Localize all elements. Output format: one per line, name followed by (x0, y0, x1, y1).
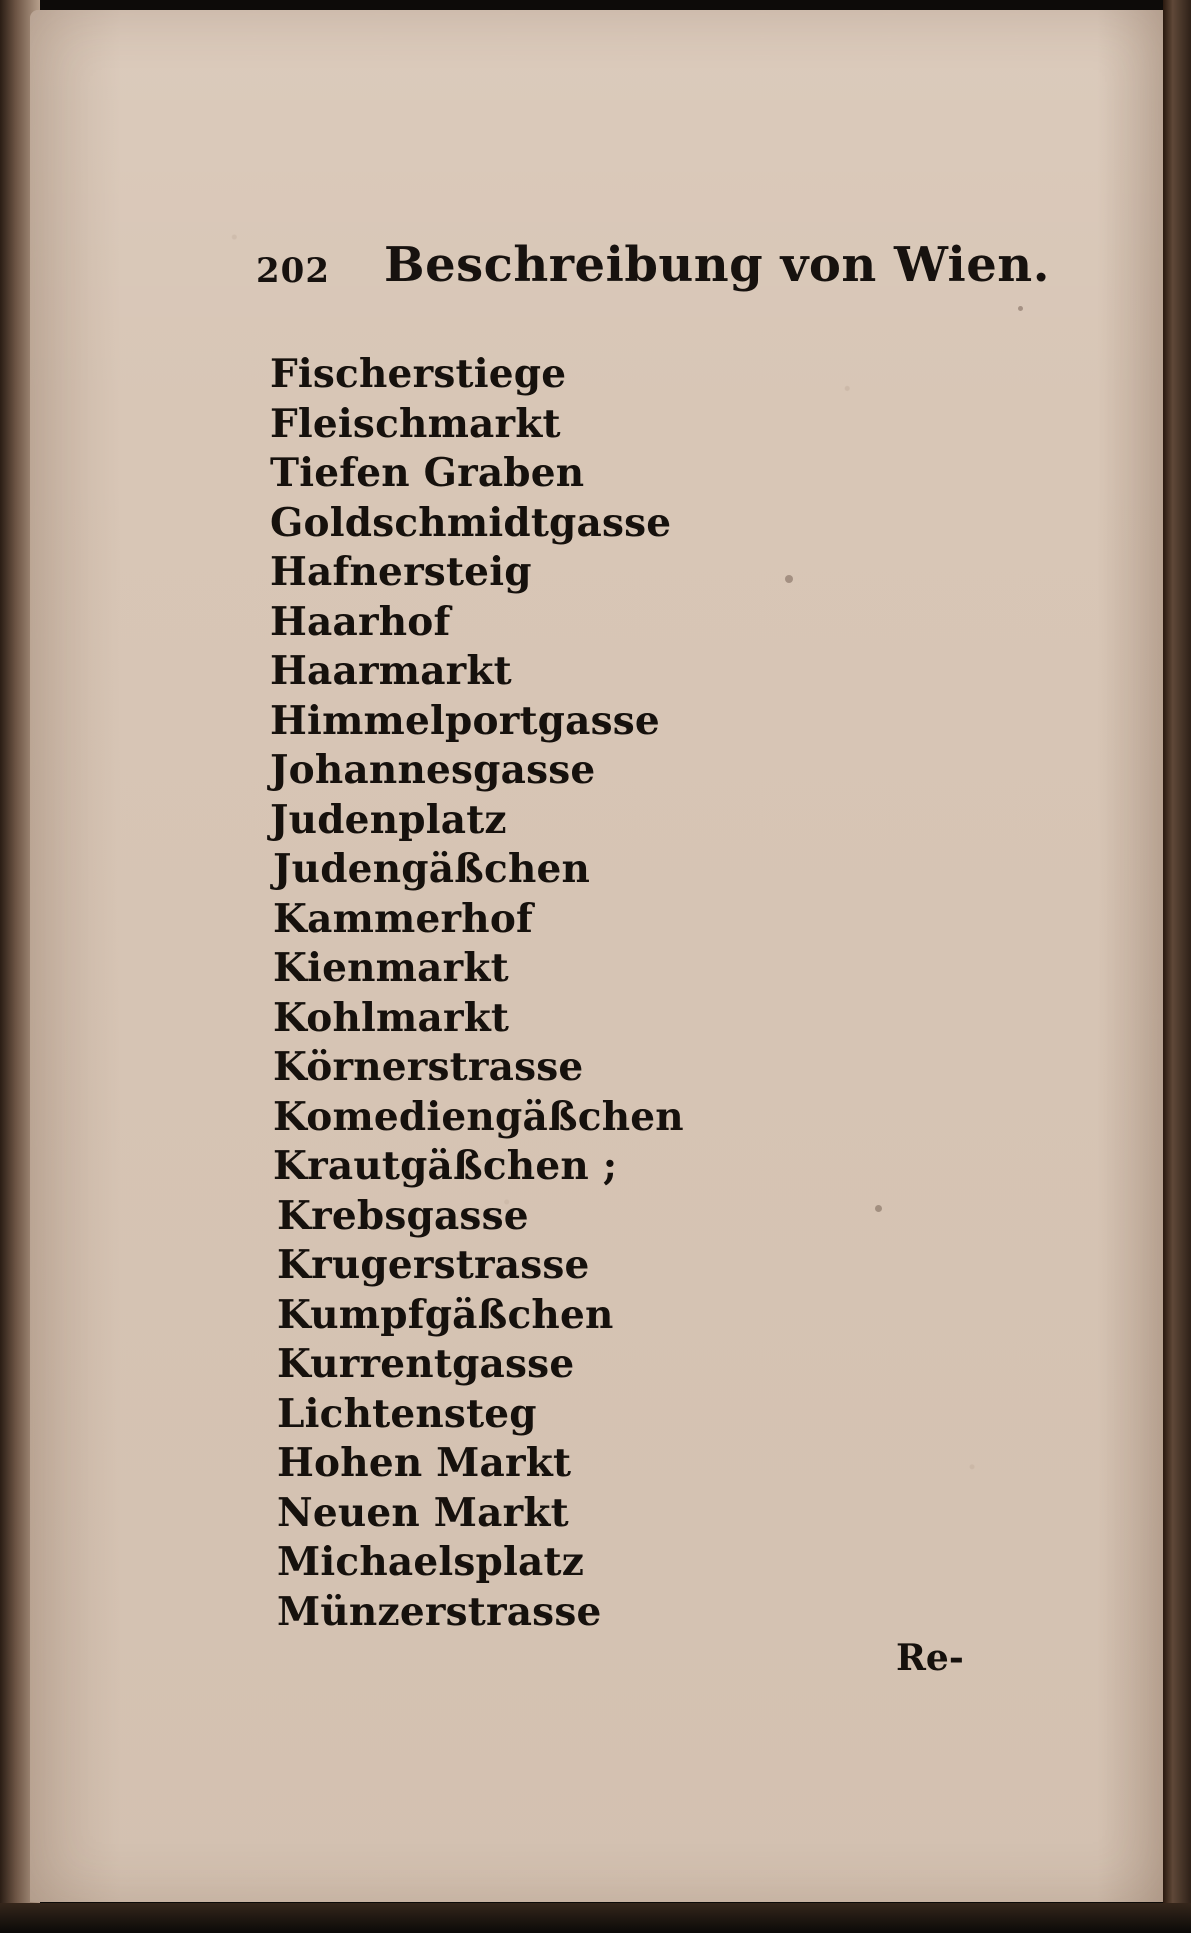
list-item: Krugerstrasse (277, 1242, 590, 1288)
list-item: Münzerstrasse (277, 1588, 602, 1635)
list-item: Haarhof (270, 598, 451, 645)
list-item: Kienmarkt (273, 945, 509, 991)
list-item: Fleischmarkt (270, 400, 561, 447)
list-item: Michaelsplatz (277, 1539, 585, 1585)
list-item: Krautgäßchen ; (273, 1143, 618, 1189)
list-item: Fischerstiege (270, 351, 567, 397)
list-item: Johannesgasse (270, 747, 596, 793)
list-item: Neuen Markt (277, 1489, 569, 1536)
list-item: Kohlmarkt (273, 994, 510, 1041)
list-item: Kumpfgäßchen (277, 1291, 614, 1338)
street-list (270, 350, 684, 1637)
paper-speck (875, 1205, 882, 1212)
list-item: Körnerstrasse (273, 1044, 584, 1090)
list-item: Goldschmidtgasse (270, 499, 672, 546)
list-item: Haarmarkt (270, 648, 512, 694)
catchword: Re- (896, 1637, 964, 1679)
page-header (256, 237, 1050, 307)
list-item: Judengäßchen (273, 846, 591, 892)
list-item: Lichtensteg (277, 1390, 537, 1437)
list-item: Tiefen Graben (270, 450, 585, 496)
list-item: Hafnersteig (270, 549, 532, 595)
page-number: 202 (256, 251, 330, 291)
book-bottom-edge (0, 1903, 1191, 1933)
book-right-spine (1163, 0, 1191, 1933)
list-item: Krebsgasse (277, 1192, 529, 1239)
list-item: Himmelportgasse (270, 697, 660, 744)
list-item: Judenplatz (270, 796, 507, 843)
list-item: Komediengäßchen (273, 1093, 684, 1140)
list-item: Kammerhof (273, 895, 534, 942)
paper-speck (785, 575, 793, 583)
list-item: Hohen Markt (277, 1440, 572, 1486)
paper-speck (1018, 306, 1023, 311)
running-head: Beschreibung von Wien. (384, 237, 1050, 293)
list-item: Kurrentgasse (277, 1341, 575, 1387)
